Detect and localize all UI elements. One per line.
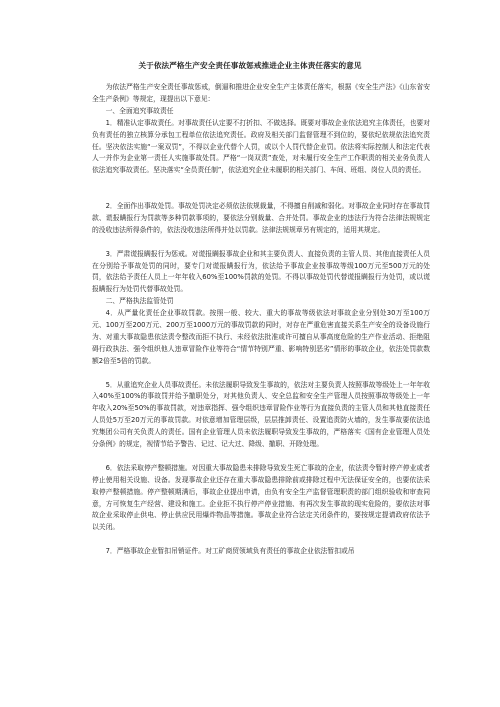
intro-paragraph: 为依法严格生产安全责任事故惩戒，倒逼和推进企业安全生产主体责任落实，根据《安全生产法》《山东省安全生产条例》等规定，现提出以下意见： xyxy=(92,83,430,103)
item-2-paragraph: 2．全面作出事故处罚。事故处罚决定必须依法依规裁量，不得擅自削减和弱化。对事故企业同时存在事故罚款、谎报瞒报行为罚款等多种罚款事项的，要依法分别裁量、合并处罚。事故企业的违法行为符合法律法规规定的没收违法所得条件的，依法没收违法所得并处以罚款。法律法规规章另有规定的，适用其规定。 xyxy=(92,202,430,234)
section-heading-1: 一、全面追究事故责任 xyxy=(105,106,174,115)
item-3-paragraph: 3．严肃谎报瞒报行为惩戒。对谎报瞒报事故企业和其主要负责人、直接负责的主管人员、其他直接责任人员在分别给予事故处罚的同时，要专门对谎报瞒报行为，依法给予事故企业按事故等级100万元至500万元的处罚，依法给予责任人员上一年年收入60%至100%罚款的处罚。不得以事故处罚代替谎报瞒报行为处罚，或以谎报瞒报行为处罚代替事故处罚。 xyxy=(92,249,430,294)
item-5-paragraph: 5．从重追究企业人员事故责任。未依法履职导致发生事故的，依法对主要负责人按照事故等级处上一年年收入40%至100%的事故罚并给予撤职处分，对其他负责人、安全总监和安全生产管理人员按照事故等级处上一年年收入20%至50%的事故罚款，对违章指挥、强令组织违章冒险作业等行为直接负责的主管人员和其他直接责任人员处5万至20万元的事故罚款。对依意增加管理层级，层层推卸责任、设置追责防火墙的，发生事故要依法追究集团公司有关负责人的责任。国有企业管理人员未依法履职导致发生事故的，严格落实《国有企业管理人员处分条例》的规定，视情节给予警告、记过、记大过、降级、撤职、开除处理。 xyxy=(92,380,430,449)
item-4-paragraph: 4．从严量化责任企业事故罚款。按照一般、较大、重大的事故等级依法对事故企业分别处30万至100万元、100万至200万元、200万至1000万元的事故罚款的同时，对存在严重危害直接关系生产安全的设备设施行为、对重大事故隐患依法责令整改而拒不执行、未经依法批准或许可擅自从事高度危险的生产作业活动、拒绝阻碍行政执法、强令组织他人违章冒险作业等符合“情节特别严重、影响特别恶劣”情形的事故企业，依法处罚款数额2倍至5倍的罚款。 xyxy=(92,309,430,365)
item-1-paragraph: 1．精准认定事故责任。对事故责任认定要不打折扣、不做选择。既要对事故企业依法追究主体责任，也要对负有责任的独立核算分承包工程单位依法追究责任。政府及相关部门监督管理不到位的，要依纪依规依法追究责任。坚决依法实施“一案双罚”，不得以企业代替个人罚，或以个人罚代替企业罚。依法将实际控制人和法定代表人一并作为企业第一责任人实施事故处罚。严格“一岗双责”查处，对未履行安全生产工作职责的相关业务负责人依法追究事故责任。坚决落实“全员责任制”，依法追究企业未履职的相关部门、车间、班组、岗位人员的责任。 xyxy=(92,118,430,175)
section-heading-2: 二、严格执法监管处罚 xyxy=(105,297,174,306)
document-title: 关于依法严格生产安全责任事故惩戒推进企业主体责任落实的意见 xyxy=(138,61,362,70)
item-6-paragraph: 6．依法采取停产整顿措施。对因重大事故隐患未排除导致发生死亡事故的企业，依法责令暂时停产停业或者停止使用相关设施、设备。发现事故企业还存在重大事故隐患排除前或排除过程中无法保证安全的，也要依法采取停产整顿措施。停产整顿期满后，事故企业提出申请，由负有安全生产监督管理职责的部门组织验收和审查同意，方可恢复生产经营、建设和施工。企业拒不执行停产停业措施、有再次发生事故的现实危险的，要依法对事故企业采取停止供电、停止供应民用爆炸物品等措施。事故企业符合法定关闭条件的，要按规定提请政府依法予以关闭。 xyxy=(92,463,430,532)
item-7-paragraph: 7．严格事故企业暂扣吊销证件。对工矿商贸领域负有责任的事故企业依法暂扣或吊 xyxy=(105,547,355,556)
